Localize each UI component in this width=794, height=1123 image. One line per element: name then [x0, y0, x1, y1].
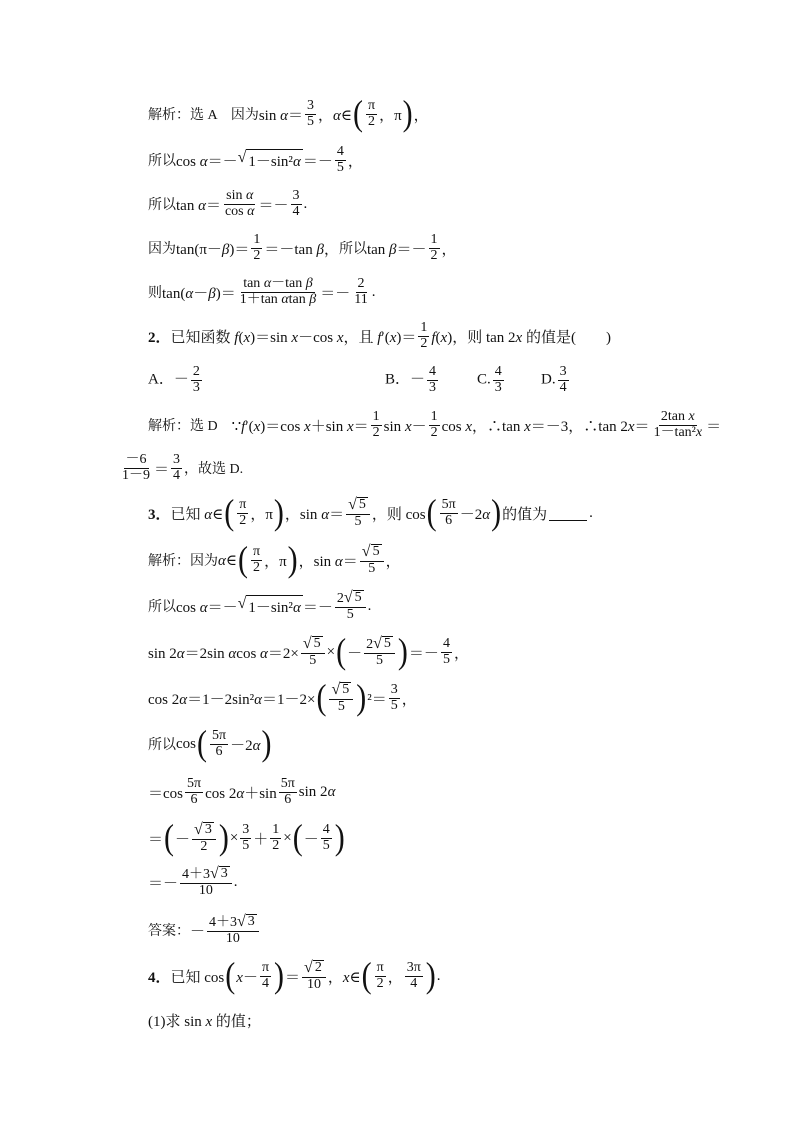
solution-line: 解析：选 A 因为 sin α＝ $\frac{3}{5}$ ，α∈ ( $\frac{\pi}{2}$ ，π ) ， [148, 93, 429, 134]
solution-line: 解析：因为 α∈ ( $\frac{\pi}{2}$ ，π ) ，sin α＝ √ 5 5 ， [148, 539, 401, 580]
option-d[interactable]: D. $\frac{3}{4}$ [541, 363, 567, 395]
question-4: 4． 已知 cos ( x－ $\frac{\pi}{4}$ ) ＝ √ 2 10 ，x∈ ( $\frac{\pi}{2}$ ， $\frac{3\pi}{4}$ ) . [148, 955, 441, 996]
solution-line: 所以 cos ( $\frac{5\pi}{6}$ －2α ) [148, 723, 272, 764]
question-2: 2． 已知函数 f(x)＝sin x－cos x，且 f′(x)＝ $\frac{1}{2}$ f(x)，则 tan 2x 的值是( ) [148, 319, 611, 351]
options-row [148, 360, 708, 400]
option-b[interactable]: B．－ $\frac{4}{3}$ [385, 363, 437, 395]
solution-line: $\frac{-6}{1-9}$ ＝ $\frac{3}{4}$ ，故选 D. [122, 451, 244, 483]
solution-line: ＝ ( － √ 3 2 ) × $\frac{3}{5}$ ＋ $\frac{1}{2}$ × ( － $\frac{4}{5}$ ) [148, 817, 345, 858]
solution-line: 所以 cos α＝－ √ 1－sin²α ＝－ $\frac{4}{5}$ ， [148, 143, 363, 175]
solution-line: ＝cos $\frac{5\pi}{6}$ cos 2α＋sin $\frac{5\pi}{6}$ sin 2α [148, 775, 336, 807]
solution-line: 因为 tan(π－β)＝ $\frac{1}{2}$ ＝－tan β， 所以 tan β＝－ $\frac{1}{2}$ ， [148, 231, 457, 263]
solution-line: 所以 cos α＝－ √ 1－sin²α ＝－ 2 √ 5 5 . [148, 588, 372, 622]
solution-line: 所以 tan α＝ $\frac{\text{sin α}}{\text{cos α}}$ ＝－ $\frac{3}{4}$ . [148, 187, 308, 219]
solution-line: 则 tan(α－β)＝ $\frac{\text{tan α－tan β}}{\text{1＋tan αtan β}}$ ＝－ $\frac{2}{11}$ . [148, 275, 376, 307]
sub-question: (1)求 sin x 的值； [148, 1013, 261, 1030]
solution-line: 解析：选 D ∵f′(x)＝cos x＋sin x＝ $\frac{1}{2}$ sin x－ $\frac{1}{2}$ cos x，∴tan x＝－3，∴tan 2x＝ $\frac{\text{2tan x}}{\text{1－tan²x}}$ ＝ [148, 408, 722, 440]
option-c[interactable]: C. $\frac{4}{3}$ [477, 363, 502, 395]
answer-line: 答案： － 4＋3 √ 3 10 [148, 910, 261, 950]
solution-line: sin 2α＝2sin αcos α＝2× √ 5 5 × ( － 2 √ 5 5 ) ＝－ $\frac{4}{5}$ ， [148, 631, 469, 672]
solution-line: cos 2α＝1－2sin²α＝1－2× ( √ 5 5 ) ²＝ $\frac{3}{5}$ ， [148, 677, 417, 718]
solution-line: ＝－ 4＋3 √ 3 10 . [148, 864, 238, 898]
option-a[interactable]: A．－ $\frac{2}{3}$ [148, 363, 200, 395]
label: 解析：选 A 因为 [148, 108, 259, 123]
answer-blank[interactable] [549, 506, 587, 521]
question-3: 3． 已知 α∈ ( $\frac{\pi}{2}$ ，π ) ，sin α＝ √ 5 5 ，则 cos ( $\frac{5\pi}{6}$ －2α ) 的值为 . [148, 492, 593, 533]
